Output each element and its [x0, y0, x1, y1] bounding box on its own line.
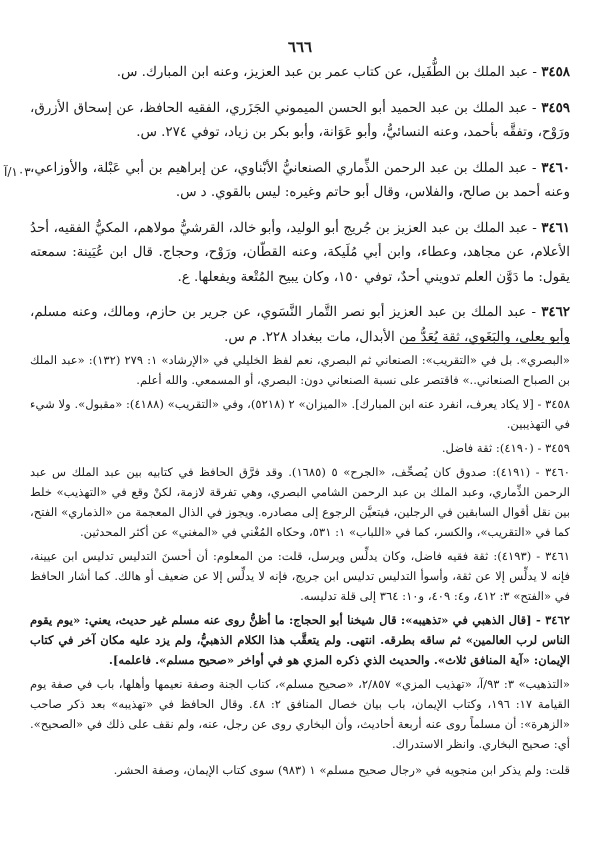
- entry-3460: [30, 156, 570, 206]
- entry-3461: [30, 216, 570, 291]
- footnote: ٣٤٥٨ - [لا يكاد يعرف، انفرد عنه ابن المبارك]. «الميزان» ٢ (٥٢١٨)، وفي «التقريب» (٤١٨٨): «مقبول». ولا شيء في التهذيبين.: [30, 397, 570, 431]
- entry-number: ٣٤٦٠: [541, 159, 570, 176]
- footnote-separator: [405, 343, 570, 344]
- entry-text: - عبد الملك بن عبد الحميد أبو الحسن الميموني الجَزَري، الفقيه الحافظ، عن إسحاق الأزرق، ورَوْح، وتفقَّه بأحمد، وعنه النسائيُّ، وأبو عَوَانة، وأبو بكر بن زياد، توفي ٢٧٤. س.: [30, 100, 570, 140]
- footnote: «البصري». بل في «التقريب»: الصنعاني ثم البصري، نعم لفظ الخليلي في «الإرشاد» ١: ٢٧٩ (١٣٢): «عبد الملك بن الصباح الصنعاني..» فاقتصر على نسبة الصنعاني دون: البصري، أو المسمعي. والله أعلم.: [30, 353, 570, 387]
- entry-number: ٣٤٦١: [541, 219, 570, 236]
- entry-text: - عبد الملك بن عبد العزيز أبو نصر التَّمار النَّسَوي، عن جرير بن حازم، ومالك، وعنه مسلم، وأبو يعلى، والبَغَوي، ثقة يُعَدُّ من الأبدال، مات ببغداد ٢٢٨. م س.: [30, 305, 570, 345]
- entry-3459: [30, 96, 570, 146]
- biography-entries: [30, 60, 570, 360]
- footnote: ٣٤٦٢ - [قال الذهبي في «تذهيبه»: قال شيخنا أبو الحجاج: ما أظنُّ روى عنه مسلم غير حديث، يعني: «يوم يقوم الناس لرب العالمين» ثم ساقه بطرقه. انتهى. ولم يتعقَّب هذا الكلام الذهبيُّ، ولم يزد عليه مكان آخر في كتاب الإيمان: «آية المنافق ثلاث». والحديث الذي ذكره المزي هو في أواخر «صحيح مسلم». فاعلمه].: [30, 613, 570, 667]
- margin-manuscript-note: ١٠٣/آ: [4, 165, 31, 179]
- entry-number: ٣٤٥٩: [541, 99, 570, 116]
- footnote: ٣٤٥٩ - (٤١٩٠): ثقة فاضل.: [441, 441, 570, 455]
- footnotes: [30, 350, 570, 784]
- entry-text: - عبد الملك بن عبد الرحمن الذِّماري الصنعانيُّ الأبْناوي، عن إبراهيم بن أبي عَبْلة، والأوزاعي، وعنه أحمد بن صالح، والفلاس، وقال أبو حاتم وغيره: ليس بالقوي. د س.: [30, 160, 570, 200]
- footnote: قلت: ولم يذكر ابن منجويه في «رجال صحيح مسلم» ١ (٩٨٣) سوى كتاب الإيمان، وصفة الحشر.: [113, 763, 570, 777]
- entry-text: - عبد الملك بن الطُّفَيل، عن كتاب عمر بن عبد العزيز، وعنه ابن المبارك. س.: [116, 65, 537, 80]
- footnote: «التذهيب» ٣: ٩٣/آ، «تهذيب المزي» ٢/٨٥٧، «صحيح مسلم»، كتاب الجنة وصفة نعيمها وأهلها، باب في صفة يوم القيامة ١٧: ١٩٦، وكتاب الإيمان، باب بيان خصال المنافق ٢: ٤٨. وقال الحافظ في «تهذيبه» بعد ذكر صاحب «الزهرة»: أن مسلماً روى عنه أربعة أحاديث، وأن البخاري روى عن رجل، عنه، ولم نقف على ذلك في «الصحيح». أي: صحيح البخاري. وانظر الاستدراك.: [30, 677, 570, 751]
- entry-number: ٣٤٥٨: [541, 64, 570, 80]
- page-number: ٦٦٦: [287, 38, 313, 56]
- footnote: ٣٤٦١ - (٤١٩٣): ثقة فقيه فاضل، وكان يدلِّس ويرسل، قلت: من المعلوم: أن أحسنَ التدليس تدليس ابن عيينة، فإنه لا يدلِّس إلا عن ثقة، وأسوأ التدليس تدليس ابن جريج، فإنه لا يدلِّس إلا عن ضعيف أو هالك. كما أشار الحافظ في «الفتح» ٣: ٤١٢، و٤: ٤٠٩، و١٠: ٣٦٤ إلى قلة تدليسه.: [30, 549, 570, 603]
- entry-number: ٣٤٦٢: [541, 304, 571, 320]
- entry-3458: [30, 60, 570, 86]
- entry-text: - عبد الملك بن عبد العزيز بن جُريج أبو الوليد، وأبو خالد، القرشيُّ مولاهم، المكيُّ الفقيه، أحدُ الأعلام، عن مجاهد، وعطاء، وابن أبي مُلَيكة، وعنه القطّان، ورَوْح، وحجاج. قال ابن عُيَينة: سمعته يقول: ما دَوَّن العلم تدويني أحدٌ، توفي ١٥٠، وكان يبيح المُتْعة ويفعلها. ع.: [30, 220, 570, 285]
- footnote: ٣٤٦٠ - (٤١٩١): صدوق كان يُصحِّف، «الجرح» ٥ (١٦٨٥). وقد فرَّق الحافظ في كتابيه بين عبد الملك س عبد الرحمن الذِّماري، وعبد الملك بن عبد الرحمن الشامي البصري، وهي تفرقة لازمة، لكنْ وقع في «التهذيب» خلط بين نقل أقوال السابقين في الرجلين، فيتعيَّن الرجوع إلى مصادره. ويجوز في الذال المعجمة من «الذماري» الفتح، كما في «التقريب»، والكسر، كما في «اللباب» ١: ٥٣١، وحكاه المُغْني في «المغني» عن أكثر المحدثين.: [30, 465, 570, 539]
